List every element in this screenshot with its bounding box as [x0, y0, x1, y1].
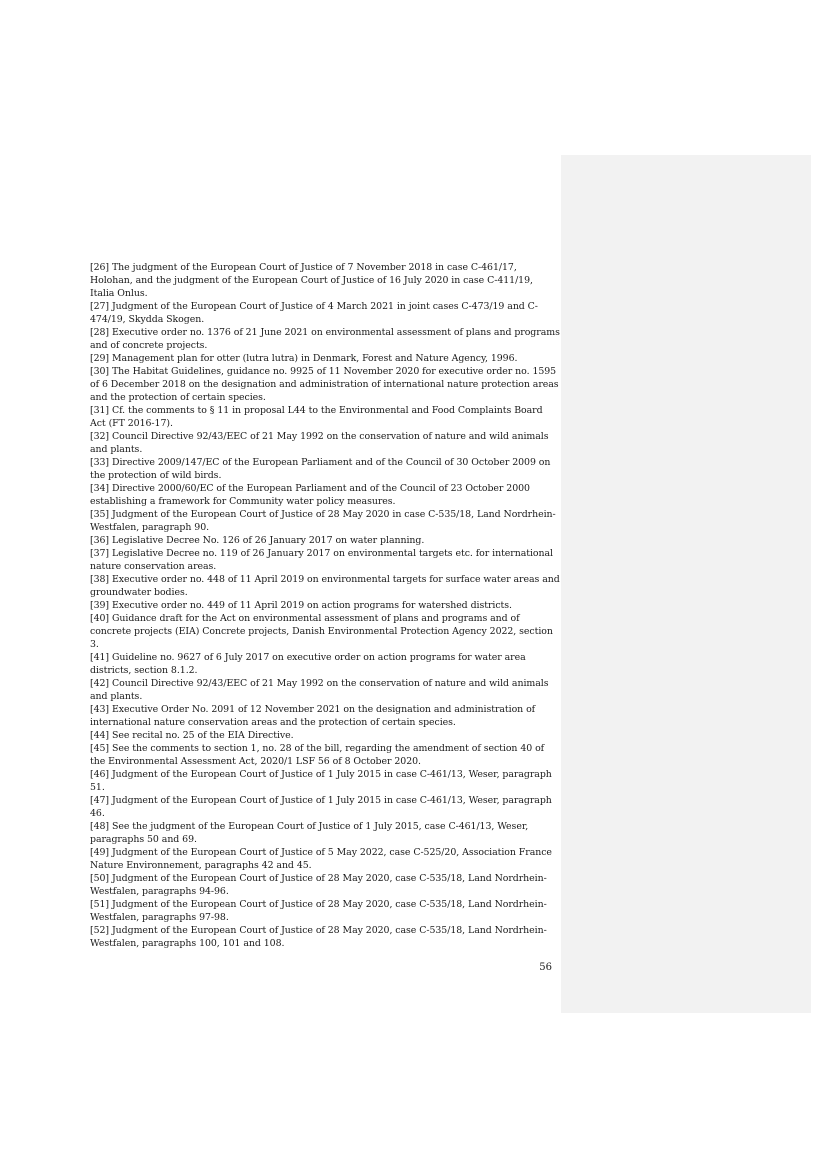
footnote-49: [49] Judgment of the European Court of Justice of 5 May 2022, case C-525/20, Association France Nature Environnement, paragraphs 42 and 45.	[90, 847, 552, 871]
footnote-28: [28] Executive order no. 1376 of 21 June 2021 on environmental assessment of plans and programs and of concrete projects.	[90, 327, 560, 351]
footnote-list	[90, 261, 560, 950]
footnote-43: [43] Executive Order No. 2091 of 12 November 2021 on the designation and administration of international nature conservation areas and the protection of certain species.	[90, 704, 536, 728]
footnote-48: [48] See the judgment of the European Court of Justice of 1 July 2015, case C-461/13, Weser, paragraphs 50 and 69.	[90, 821, 529, 845]
footnote-26: [26] The judgment of the European Court of Justice of 7 November 2018 in case C-461/17, Holohan, and the judgment of the European Court of Justice of 16 July 2020 in case C-411/19, Italia Onlus.	[90, 262, 533, 299]
footnote-38: [38] Executive order no. 448 of 11 April 2019 on environmental targets for surface water areas and groundwater bodies.	[90, 574, 560, 598]
footnote-27: [27] Judgment of the European Court of Justice of 4 March 2021 in joint cases C-473/19 and C-474/19, Skydda Skogen.	[90, 301, 538, 325]
footnote-41: [41] Guideline no. 9627 of 6 July 2017 on executive order on action programs for water area districts, section 8.1.2.	[90, 652, 526, 676]
footnote-37: [37] Legislative Decree no. 119 of 26 January 2017 on environmental targets etc. for international nature conservation areas.	[90, 548, 553, 572]
footnote-39: [39] Executive order no. 449 of 11 April 2019 on action programs for watershed districts.	[90, 600, 512, 611]
footnote-31: [31] Cf. the comments to § 11 in proposal L44 to the Environmental and Food Complaints Board Act (FT 2016-17).	[90, 405, 543, 429]
footnote-36: [36] Legislative Decree No. 126 of 26 January 2017 on water planning.	[90, 535, 425, 546]
footnote-40: [40] Guidance draft for the Act on environmental assessment of plans and programs and of concrete projects (EIA) Concrete projects, Danish Environmental Protection Agency 2022, section 3.	[90, 613, 553, 650]
footnote-42: [42] Council Directive 92/43/EEC of 21 May 1992 on the conservation of nature and wild animals and plants.	[90, 678, 549, 702]
page-number: 56	[539, 962, 552, 973]
footnote-47: [47] Judgment of the European Court of Justice of 1 July 2015 in case C-461/13, Weser, paragraph 46.	[90, 795, 552, 819]
footnote-33: [33] Directive 2009/147/EC of the European Parliament and of the Council of 30 October 2009 on the protection of wild birds.	[90, 457, 551, 481]
footnote-32: [32] Council Directive 92/43/EEC of 21 May 1992 on the conservation of nature and wild animals and plants.	[90, 431, 549, 455]
footnote-50: [50] Judgment of the European Court of Justice of 28 May 2020, case C-535/18, Land Nordrhein-Westfalen, paragraphs 94-96.	[90, 873, 547, 897]
footnote-46: [46] Judgment of the European Court of Justice of 1 July 2015 in case C-461/13, Weser, paragraph 51.	[90, 769, 552, 793]
page-shadow	[561, 155, 811, 1013]
footnote-52: [52] Judgment of the European Court of Justice of 28 May 2020, case C-535/18, Land Nordrhein-Westfalen, paragraphs 100, 101 and 108.	[90, 925, 547, 949]
footnote-29: [29] Management plan for otter (lutra lutra) in Denmark, Forest and Nature Agency, 1996.	[90, 353, 518, 364]
footnote-45: [45] See the comments to section 1, no. 28 of the bill, regarding the amendment of section 40 of the Environmental Assessment Act, 2020/1 LSF 56 of 8 October 2020.	[90, 743, 545, 767]
footnote-51: [51] Judgment of the European Court of Justice of 28 May 2020, case C-535/18, Land Nordrhein-Westfalen, paragraphs 97-98.	[90, 899, 547, 923]
footnote-34: [34] Directive 2000/60/EC of the European Parliament and of the Council of 23 October 2000 establishing a framework for Community water policy measures.	[90, 483, 530, 507]
footnote-44: [44] See recital no. 25 of the EIA Directive.	[90, 730, 294, 741]
footnote-35: [35] Judgment of the European Court of Justice of 28 May 2020 in case C-535/18, Land Nordrhein-Westfalen, paragraph 90.	[90, 509, 556, 533]
footnote-30: [30] The Habitat Guidelines, guidance no. 9925 of 11 November 2020 for executive order no. 1595 of 6 December 2018 on the designation and administration of international nature protection areas and the protection of certain species.	[90, 366, 559, 403]
